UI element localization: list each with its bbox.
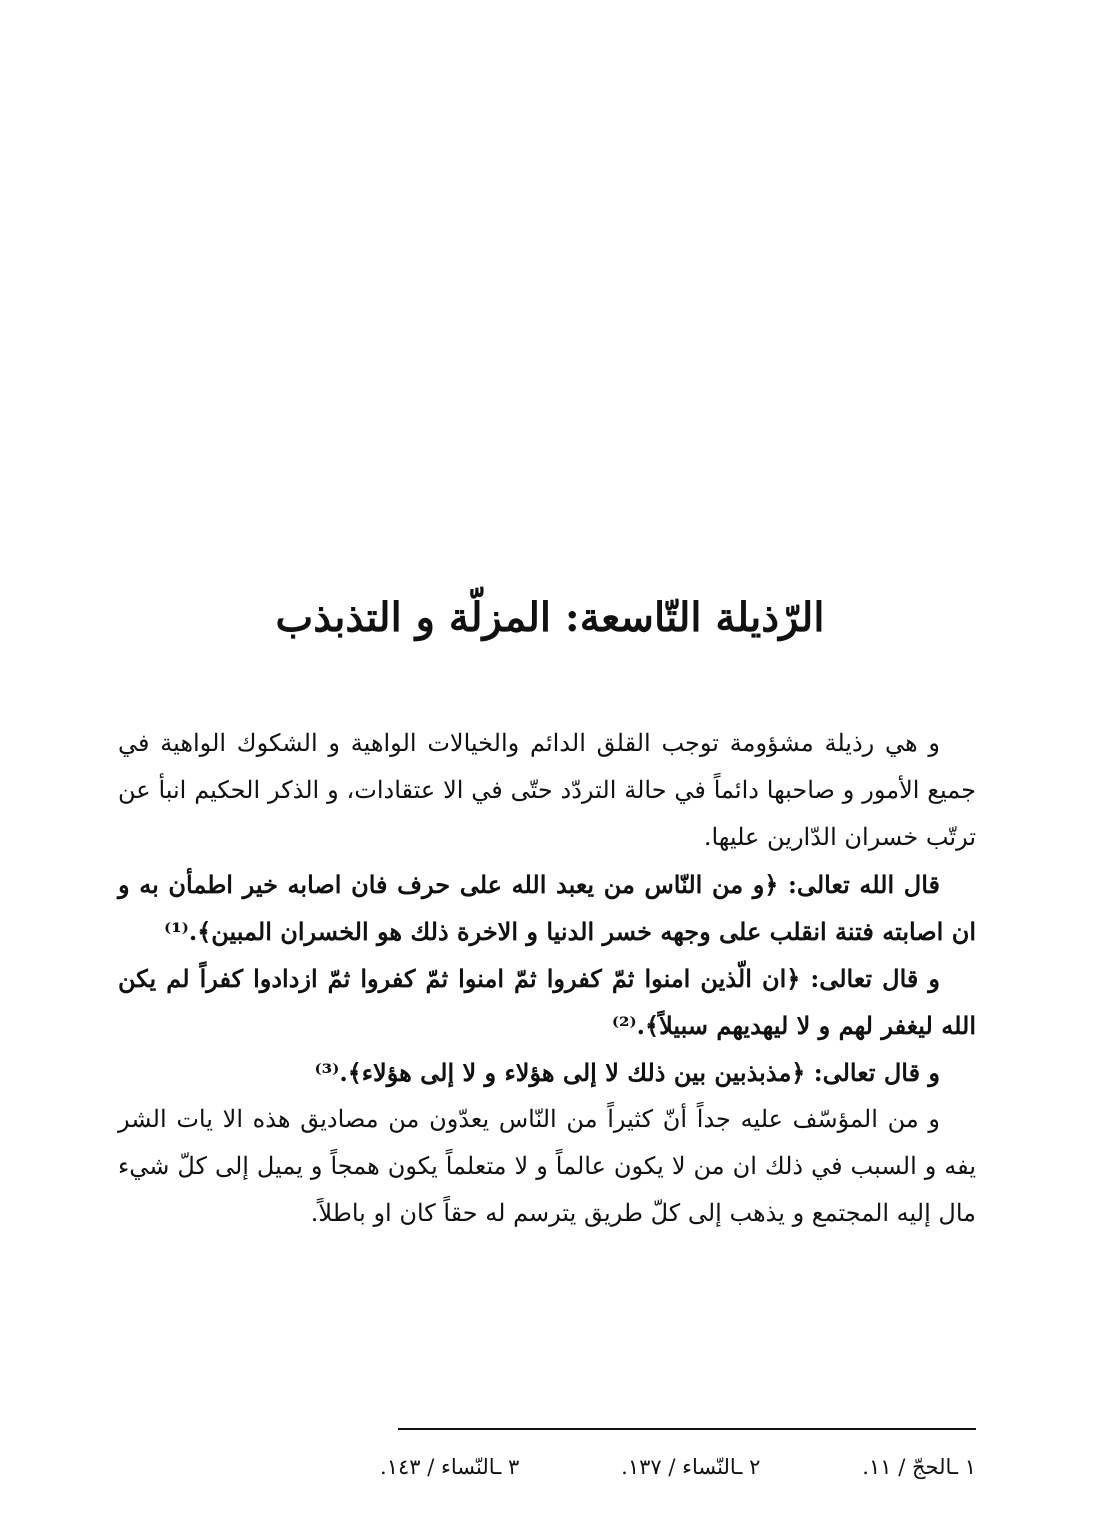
footnote-ref-3: .⁽³⁾ — [314, 1058, 348, 1087]
paragraph-intro: و هي رذيلة مشؤومة توجب القلق الدائم والخيالات الواهية و الشكوك الواهية في جميع الأمور و صاحبها دائماً في حالة التردّد حتّى في الا عتقادات، و الذكر الحكيم انبأ عن ترتّب خسران الدّارين عليها. — [118, 729, 976, 851]
footnote-divider — [398, 1428, 976, 1430]
footnotes — [380, 1452, 976, 1482]
quran-quote-1: ﴿و من النّاس من يعبد الله على حرف فان اصابه خير اطمأن به و ان اصابته فتنة انقلب على وجهه خسر الدنيا و الاخرة ذلك هو الخسران المبين﴾ — [118, 870, 976, 946]
quote-intro-1: قال الله تعالى: — [788, 870, 941, 899]
paragraph-conclusion: و من المؤسّف عليه جداً أنّ كثيراً من النّاس يعدّون من مصاديق هذه الا يات الشر يفه و السبب في ذلك ان من لا يكون عالماً و لا متعلماً يكون همجاً و يميل إلى كلّ شيء مال إليه المجتمع و يذهب إلى كلّ طريق يترسم له حقاً كان او باطلاً. — [118, 1105, 976, 1227]
quran-quote-3: ﴿مذبذبين بين ذلك لا إلى هؤلاء و لا إلى هؤلاء﴾ — [347, 1058, 806, 1087]
paragraph-quote-2 — [118, 955, 976, 1049]
paragraph-quote-1 — [118, 861, 976, 955]
footnote-3: ٣ ـالنّساء / ١٤٣. — [380, 1455, 520, 1479]
footnote-ref-2: .⁽²⁾ — [611, 1011, 646, 1040]
chapter-title: الرّذيلة التّاسعة: المزلّة و التذبذب — [275, 594, 825, 641]
footnote-1: ١ ـالحجّ / ١١. — [862, 1455, 976, 1479]
quote-intro-3: و قال تعالى: — [813, 1058, 940, 1087]
footnote-2: ٢ ـالنّساء / ١٣٧. — [621, 1455, 761, 1479]
paragraph-quote-3 — [118, 1049, 976, 1096]
body-text — [118, 720, 976, 1237]
quote-intro-2: و قال تعالى: — [810, 964, 940, 993]
footnote-ref-1: .⁽¹⁾ — [164, 917, 198, 946]
quran-quote-2: ﴿ان الّذين امنوا ثمّ كفروا ثمّ امنوا ثمّ كفروا ثمّ ازدادوا كفراً لم يكن الله ليغفر لهم و لا ليهديهم سبيلاً﴾ — [118, 964, 976, 1040]
